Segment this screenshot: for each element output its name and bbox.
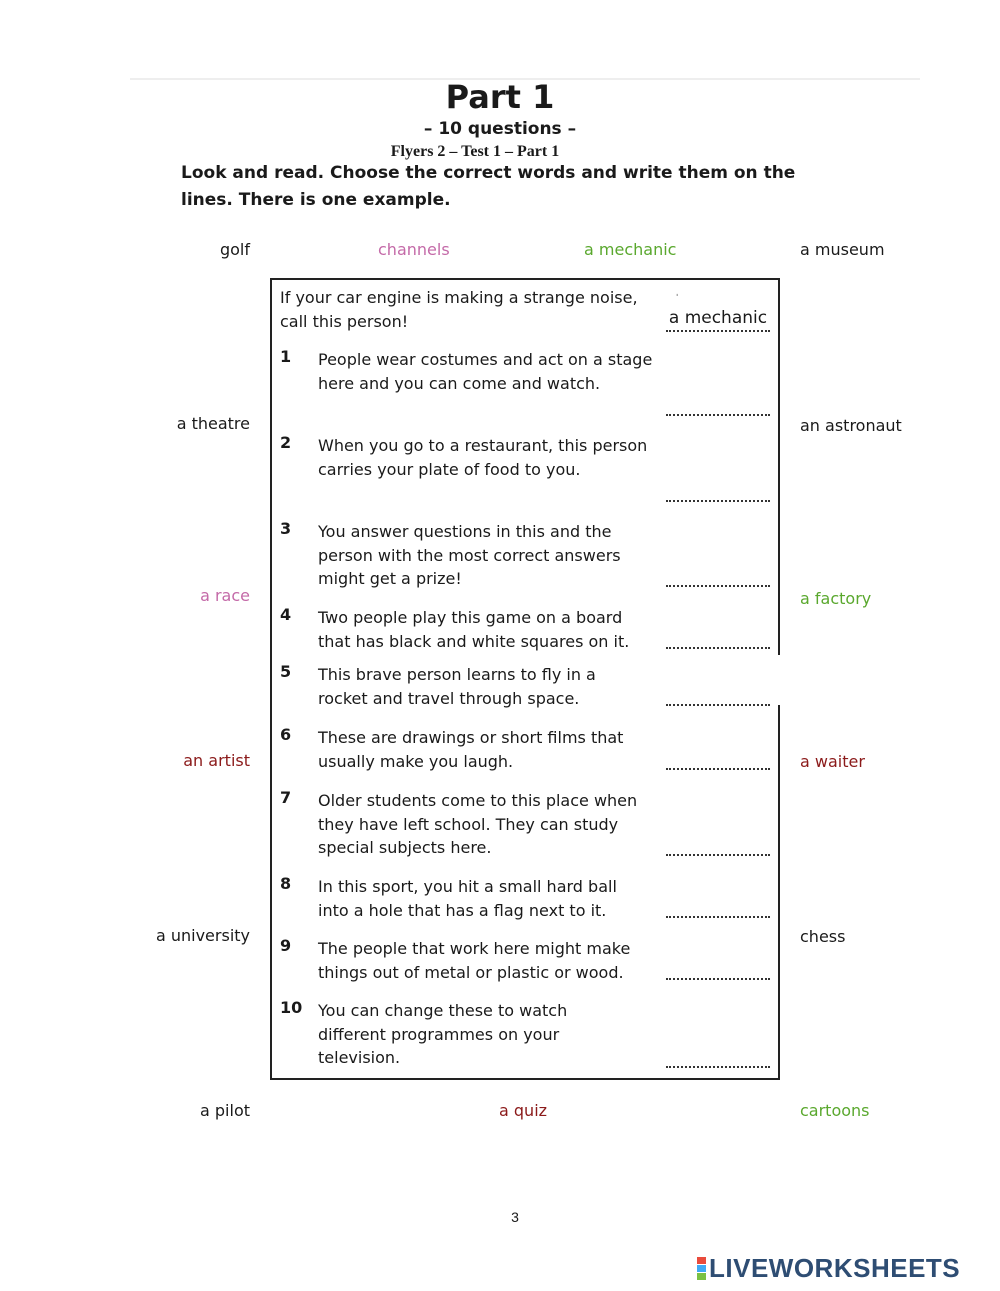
question-text: When you go to a restaurant, this person carries your plate of food to you. xyxy=(318,436,648,479)
example-mark: ˈ xyxy=(676,293,679,302)
word-chess: chess xyxy=(800,927,846,946)
question-number: 8 xyxy=(280,874,292,893)
word-cartoons: cartoons xyxy=(800,1101,870,1120)
brand-name: LIVEWORKSHEETS xyxy=(709,1253,961,1283)
answer-line[interactable] xyxy=(666,978,770,980)
question-number: 6 xyxy=(280,725,292,744)
word-channels: channels xyxy=(378,240,450,259)
page-number: 3 xyxy=(511,1209,519,1225)
example-text: If your car engine is making a strange noise, call this person! xyxy=(280,288,638,331)
answer-line[interactable] xyxy=(666,704,770,706)
word-mechanic: a mechanic xyxy=(584,240,677,259)
answer-line[interactable] xyxy=(666,647,770,649)
instructions: Look and read. Choose the correct words and write them on the lines. There is one example. xyxy=(181,163,796,210)
word-artist: an artist xyxy=(183,751,250,770)
question-number: 1 xyxy=(280,347,292,366)
word-theatre: a theatre xyxy=(176,414,250,433)
word-waiter: a waiter xyxy=(800,752,865,771)
answer-line[interactable] xyxy=(666,500,770,502)
word-museum: a museum xyxy=(800,240,885,259)
logo-icon xyxy=(697,1257,706,1280)
question-text: You can change these to watch different programmes on your television. xyxy=(318,1001,568,1067)
question-text: These are drawings or short films that usually make you laugh. xyxy=(318,728,624,771)
question-number: 3 xyxy=(280,519,292,538)
box-border-gap xyxy=(778,655,782,705)
answer-line[interactable] xyxy=(666,916,770,918)
question-number: 5 xyxy=(280,662,292,681)
question-text: You answer questions in this and the person with the most correct answers might get a prize! xyxy=(318,522,621,588)
page-title: Part 1 xyxy=(445,78,555,116)
answer-line[interactable] xyxy=(666,585,770,587)
question-number: 4 xyxy=(280,605,292,624)
question-number: 10 xyxy=(280,998,303,1017)
word-race: a race xyxy=(200,586,250,605)
brand-logo[interactable] xyxy=(697,1253,960,1284)
question-text: People wear costumes and act on a stage here and you can come and watch. xyxy=(318,350,653,393)
question-text: Two people play this game on a board that has black and white squares on it. xyxy=(318,608,630,651)
question-number: 9 xyxy=(280,936,292,955)
question-text: In this sport, you hit a small hard ball into a hole that has a flag next to it. xyxy=(318,877,617,920)
question-text: The people that work here might make things out of metal or plastic or wood. xyxy=(318,939,631,982)
word-astronaut: an astronaut xyxy=(800,416,902,435)
word-golf: golf xyxy=(219,240,250,259)
answer-line[interactable] xyxy=(666,768,770,770)
word-quiz: a quiz xyxy=(499,1101,548,1120)
test-reference: Flyers 2 – Test 1 – Part 1 xyxy=(390,143,560,160)
example-answer: a mechanic xyxy=(666,308,770,332)
word-pilot: a pilot xyxy=(200,1101,250,1120)
question-number: 2 xyxy=(280,433,292,452)
word-factory: a factory xyxy=(800,589,872,608)
question-number: 7 xyxy=(280,788,292,807)
answer-line[interactable] xyxy=(666,414,770,416)
answer-line[interactable] xyxy=(666,1066,770,1068)
question-count: – 10 questions – xyxy=(423,119,577,139)
answer-line[interactable] xyxy=(666,854,770,856)
question-text: This brave person learns to fly in a rocket and travel through space. xyxy=(318,665,596,708)
word-university: a university xyxy=(155,926,250,945)
question-text: Older students come to this place when they have left school. They can study special subjects here. xyxy=(318,791,638,857)
